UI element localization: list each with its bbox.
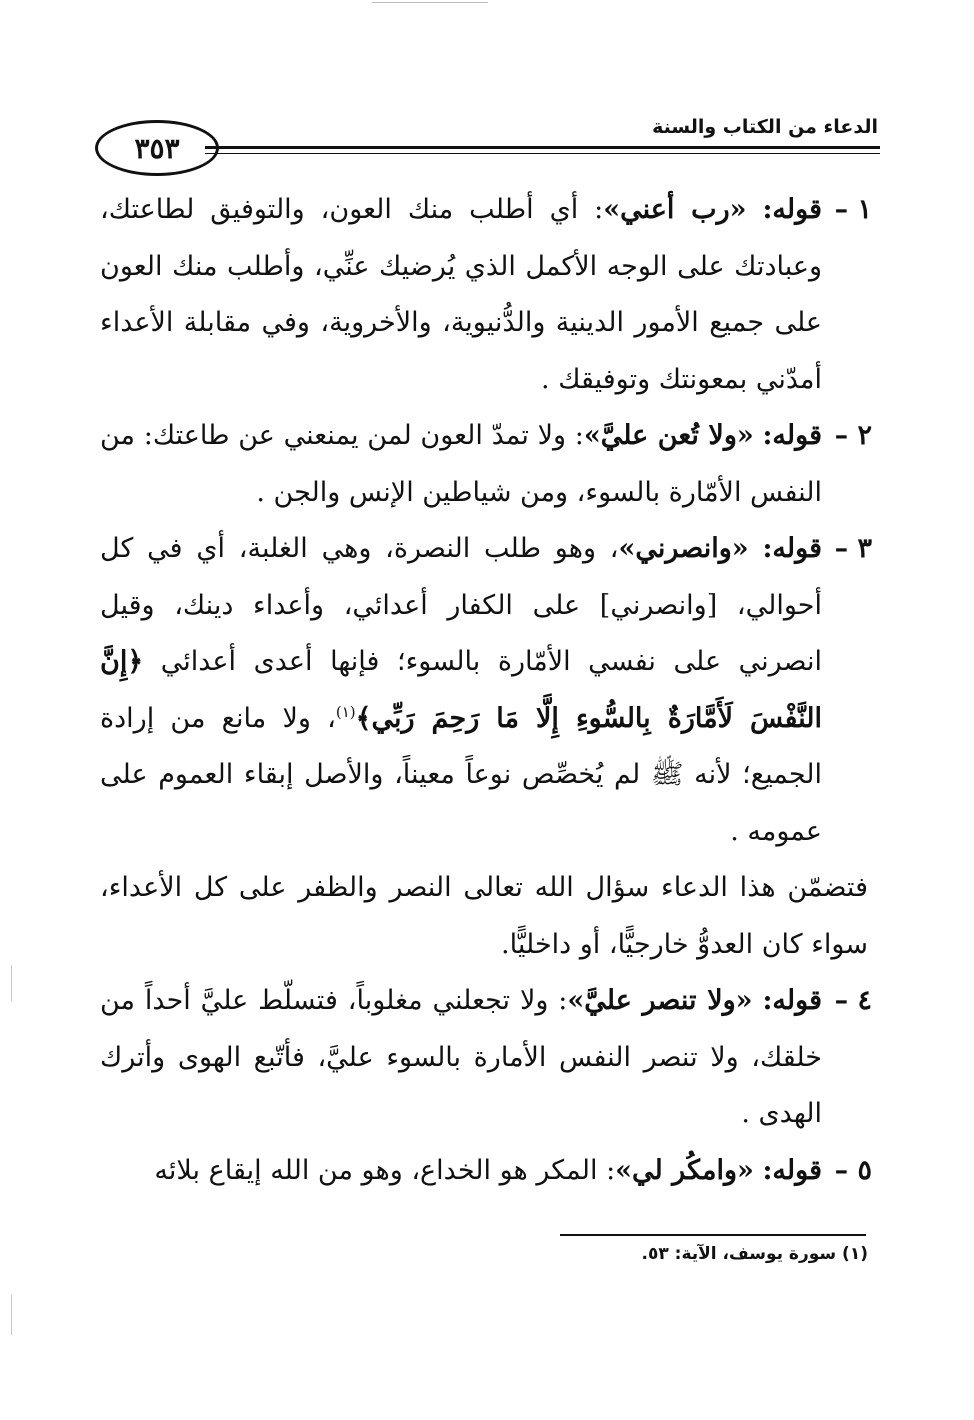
top-scan-rule [372, 2, 488, 3]
page-number-badge [95, 120, 219, 176]
footnote: (١) سورة يوسف، الآية: ٥٣. [641, 1244, 868, 1264]
item-number: ٤ – [834, 985, 872, 1016]
running-title: الدعاء من الكتاب والسنة [652, 116, 878, 138]
item-number: ١ – [834, 194, 872, 225]
header-rule-thick [205, 146, 880, 149]
item-quote: «رب أعني» [603, 194, 747, 225]
footnote-reference: (١) [335, 702, 356, 721]
page-number: ٣٥٣ [134, 131, 180, 165]
item-quote: «ولا تُعن عليَّ» [583, 420, 754, 451]
item-text: : أي أطلب منك العون، والتوفيق لطاعتك، وعبادتك على الوجه الأكمل الذي يُرضيك عنِّي، وأطلب منك العون على جميع الأمور الدينية والدُّنيوية، والأخروية، وفي مقابلة الأعداء أمدّني بمعونتك وتوفيقك . [100, 194, 823, 395]
list-item-4 [100, 973, 872, 1143]
item-quote: «وامكُر لي» [615, 1154, 754, 1186]
item-number: ٢ – [834, 420, 872, 451]
list-item-1 [100, 182, 872, 408]
item-text-continued: ، ولا مانع من إرادة الجميع؛ لأنه ﷺ لم يُخصِّص نوعاً معيناً، والأصل إبقاء العموم على عمومه . [100, 702, 822, 847]
list-item-5 [100, 1143, 872, 1200]
item-number: ٣ – [834, 533, 872, 564]
item-text: : ولا تجعلني مغلوباً، فتسلّط عليَّ أحداً من خلقك، ولا تنصر النفس الأمارة بالسوء عليَّ، فأتّبع الهوى وأترك الهدى . [100, 985, 822, 1129]
item-quote: «ولا تنصر عليَّ» [567, 985, 753, 1016]
item-text: : ولا تمدّ العون لمن يمنعني عن طاعتك: من النفس الأمّارة بالسوء، ومن شياطين الإنس والجن . [100, 420, 822, 508]
list-item-2 [100, 408, 872, 521]
scan-margin-mark [11, 1295, 12, 1335]
quran-verse: ﴿إِنَّ النَّفْسَ لَأَمَّارَةٌ بِالسُّوءِ إِلَّا مَا رَحِمَ رَبِّي﴾ [100, 646, 822, 734]
summary-paragraph: فتضمّن هذا الدعاء سؤال الله تعالى النصر والظفر على كل الأعداء، سواء كان العدوُّ خارجيًّا، أو داخليًّا. [100, 872, 868, 960]
item-number: ٥ – [834, 1154, 872, 1186]
item-keyword: قوله: [762, 194, 822, 225]
item-text: ، وهو طلب النصرة، وهي الغلبة، أي في كل أحوالي، [وانصرني] على الكفار أعدائي، وأعداء دينك، وقيل انصرني على نفسي الأمّارة بالسوء؛ فإنها أعدى أعدائي [100, 533, 822, 677]
footnote-separator [560, 1234, 866, 1236]
item-keyword: قوله: [762, 1154, 822, 1186]
item-keyword: قوله: [762, 985, 822, 1016]
scan-margin-mark [11, 965, 12, 1001]
page-header [95, 110, 880, 180]
header-rule-thin [205, 153, 880, 154]
list-item-3 [100, 521, 872, 860]
page-body [100, 182, 872, 1197]
item-keyword: قوله: [762, 420, 822, 451]
item-text: : المكر هو الخداع، وهو من الله إيقاع بلائه [154, 1154, 616, 1186]
item-quote: «وانصرني» [618, 533, 749, 564]
item-keyword: قوله: [762, 533, 822, 564]
